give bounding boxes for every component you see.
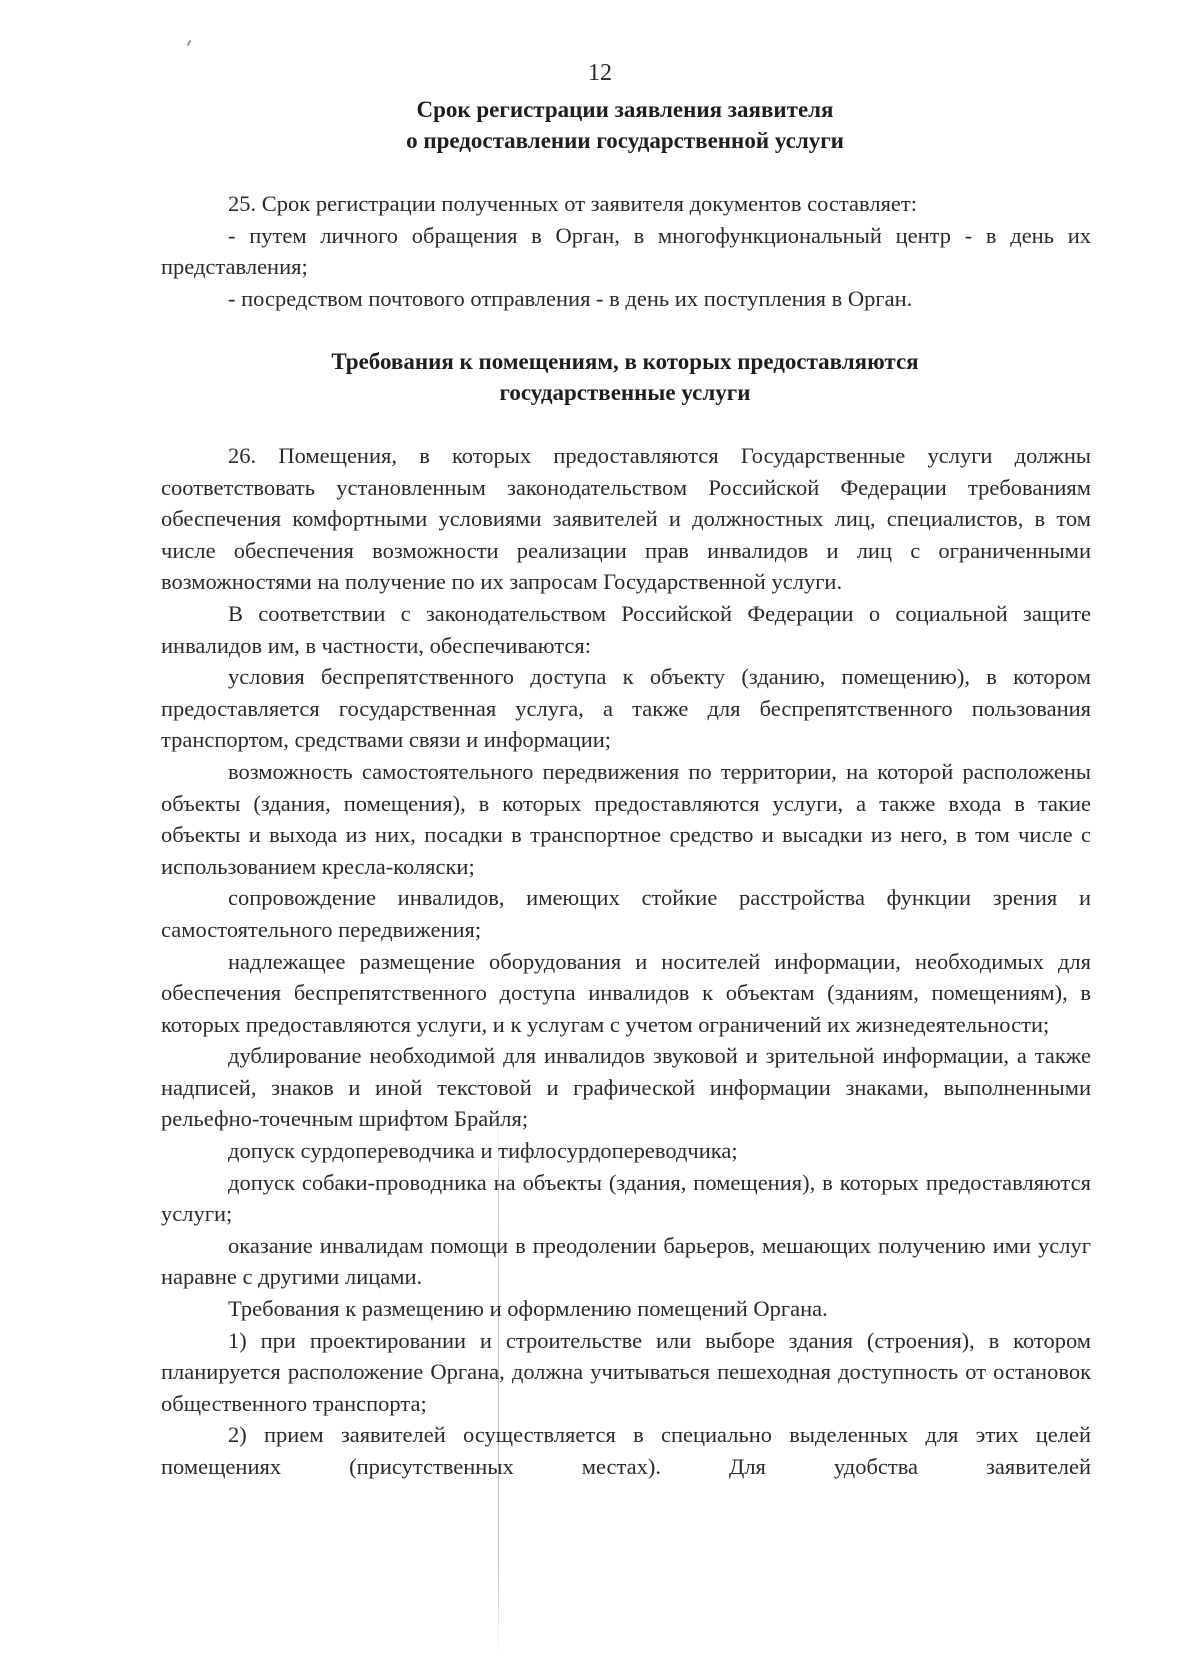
section-body-premises bbox=[161, 440, 1091, 1483]
paragraph: 25. Срок регистрации полученных от заявителя документов составляет: bbox=[228, 191, 917, 216]
paragraph: надлежащее размещение оборудования и носителей информации, необходимых для обеспечения беспрепятственного доступа инвалидов к объектам (зданиям, помещениям), в которых предоставляются услуги, и к услугам с учетом ограничений их жизнедеятельности; bbox=[161, 948, 1091, 1037]
section-body-registration bbox=[161, 188, 1091, 314]
page-number: 12 bbox=[588, 60, 612, 86]
paragraph: В соответствии с законодательством Российской Федерации о социальной защите инвалидов им, в частности, обеспечиваются: bbox=[161, 600, 1091, 658]
heading-line: государственные услуги bbox=[499, 380, 751, 405]
paragraph: условия беспрепятственного доступа к объекту (зданию, помещению), в котором предоставляется государственная услуга, а также для беспрепятственного пользования транспортом, средствами связи и информации; bbox=[161, 664, 1091, 753]
paragraph: Требования к размещению и оформлению помещений Органа. bbox=[228, 1296, 828, 1322]
scan-speck bbox=[187, 40, 192, 46]
heading-line: Срок регистрации заявления заявителя bbox=[416, 97, 834, 122]
paragraph: - путем личного обращения в Орган, в многофункциональный центр - в день их представления; bbox=[161, 222, 1091, 280]
paragraph: возможность самостоятельного передвижения по территории, на которой расположены объекты (здания, помещения), в которых предоставляются услуги, а также входа в такие объекты и выхода из них, посадки в транспортное средство и высадки из него, в том числе с использованием кресла-коляски; bbox=[161, 758, 1091, 879]
heading-line: о предоставлении государственной услуги bbox=[406, 128, 844, 153]
section-heading-registration bbox=[160, 94, 1090, 156]
paragraph: дублирование необходимой для инвалидов звуковой и зрительной информации, а также надписей, знаков и иной текстовой и графической информации знаками, выполненными рельефно-точечным шрифтом Брайля; bbox=[161, 1043, 1091, 1132]
paragraph: 2) прием заявителей осуществляется в специально выделенных для этих целей помещениях (присутственных местах). Для удобства заявителей bbox=[161, 1422, 1091, 1479]
section-heading-premises bbox=[160, 346, 1090, 408]
paragraph: - посредством почтового отправления - в день их поступления в Орган. bbox=[228, 285, 913, 311]
paragraph: допуск собаки-проводника на объекты (здания, помещения), в которых предоставляются услуги; bbox=[161, 1169, 1091, 1227]
paragraph: 1) при проектировании и строительстве или выборе здания (строения), в котором планируется расположение Органа, должна учитываться пешеходная доступность от остановок общественного транспорта; bbox=[161, 1327, 1091, 1416]
heading-line: Требования к помещениям, в которых предоставляются bbox=[331, 349, 919, 374]
paragraph: 26. Помещения, в которых предоставляются Государственные услуги должны соответствовать установленным законодательством Российской Федерации требованиям обеспечения комфортными условиями заявителей и должностных лиц, специалистов, в том числе обеспечения возможности реализации прав инвалидов и лиц с ограниченными возможностями на получение по их запросам Государственной услуги. bbox=[161, 443, 1091, 595]
paragraph: оказание инвалидам помощи в преодолении барьеров, мешающих получению ими услуг наравне с другими лицами. bbox=[161, 1232, 1091, 1290]
paragraph: сопровождение инвалидов, имеющих стойкие расстройства функции зрения и самостоятельного передвижения; bbox=[161, 885, 1091, 942]
paragraph: допуск сурдопереводчика и тифлосурдопереводчика; bbox=[228, 1138, 738, 1164]
